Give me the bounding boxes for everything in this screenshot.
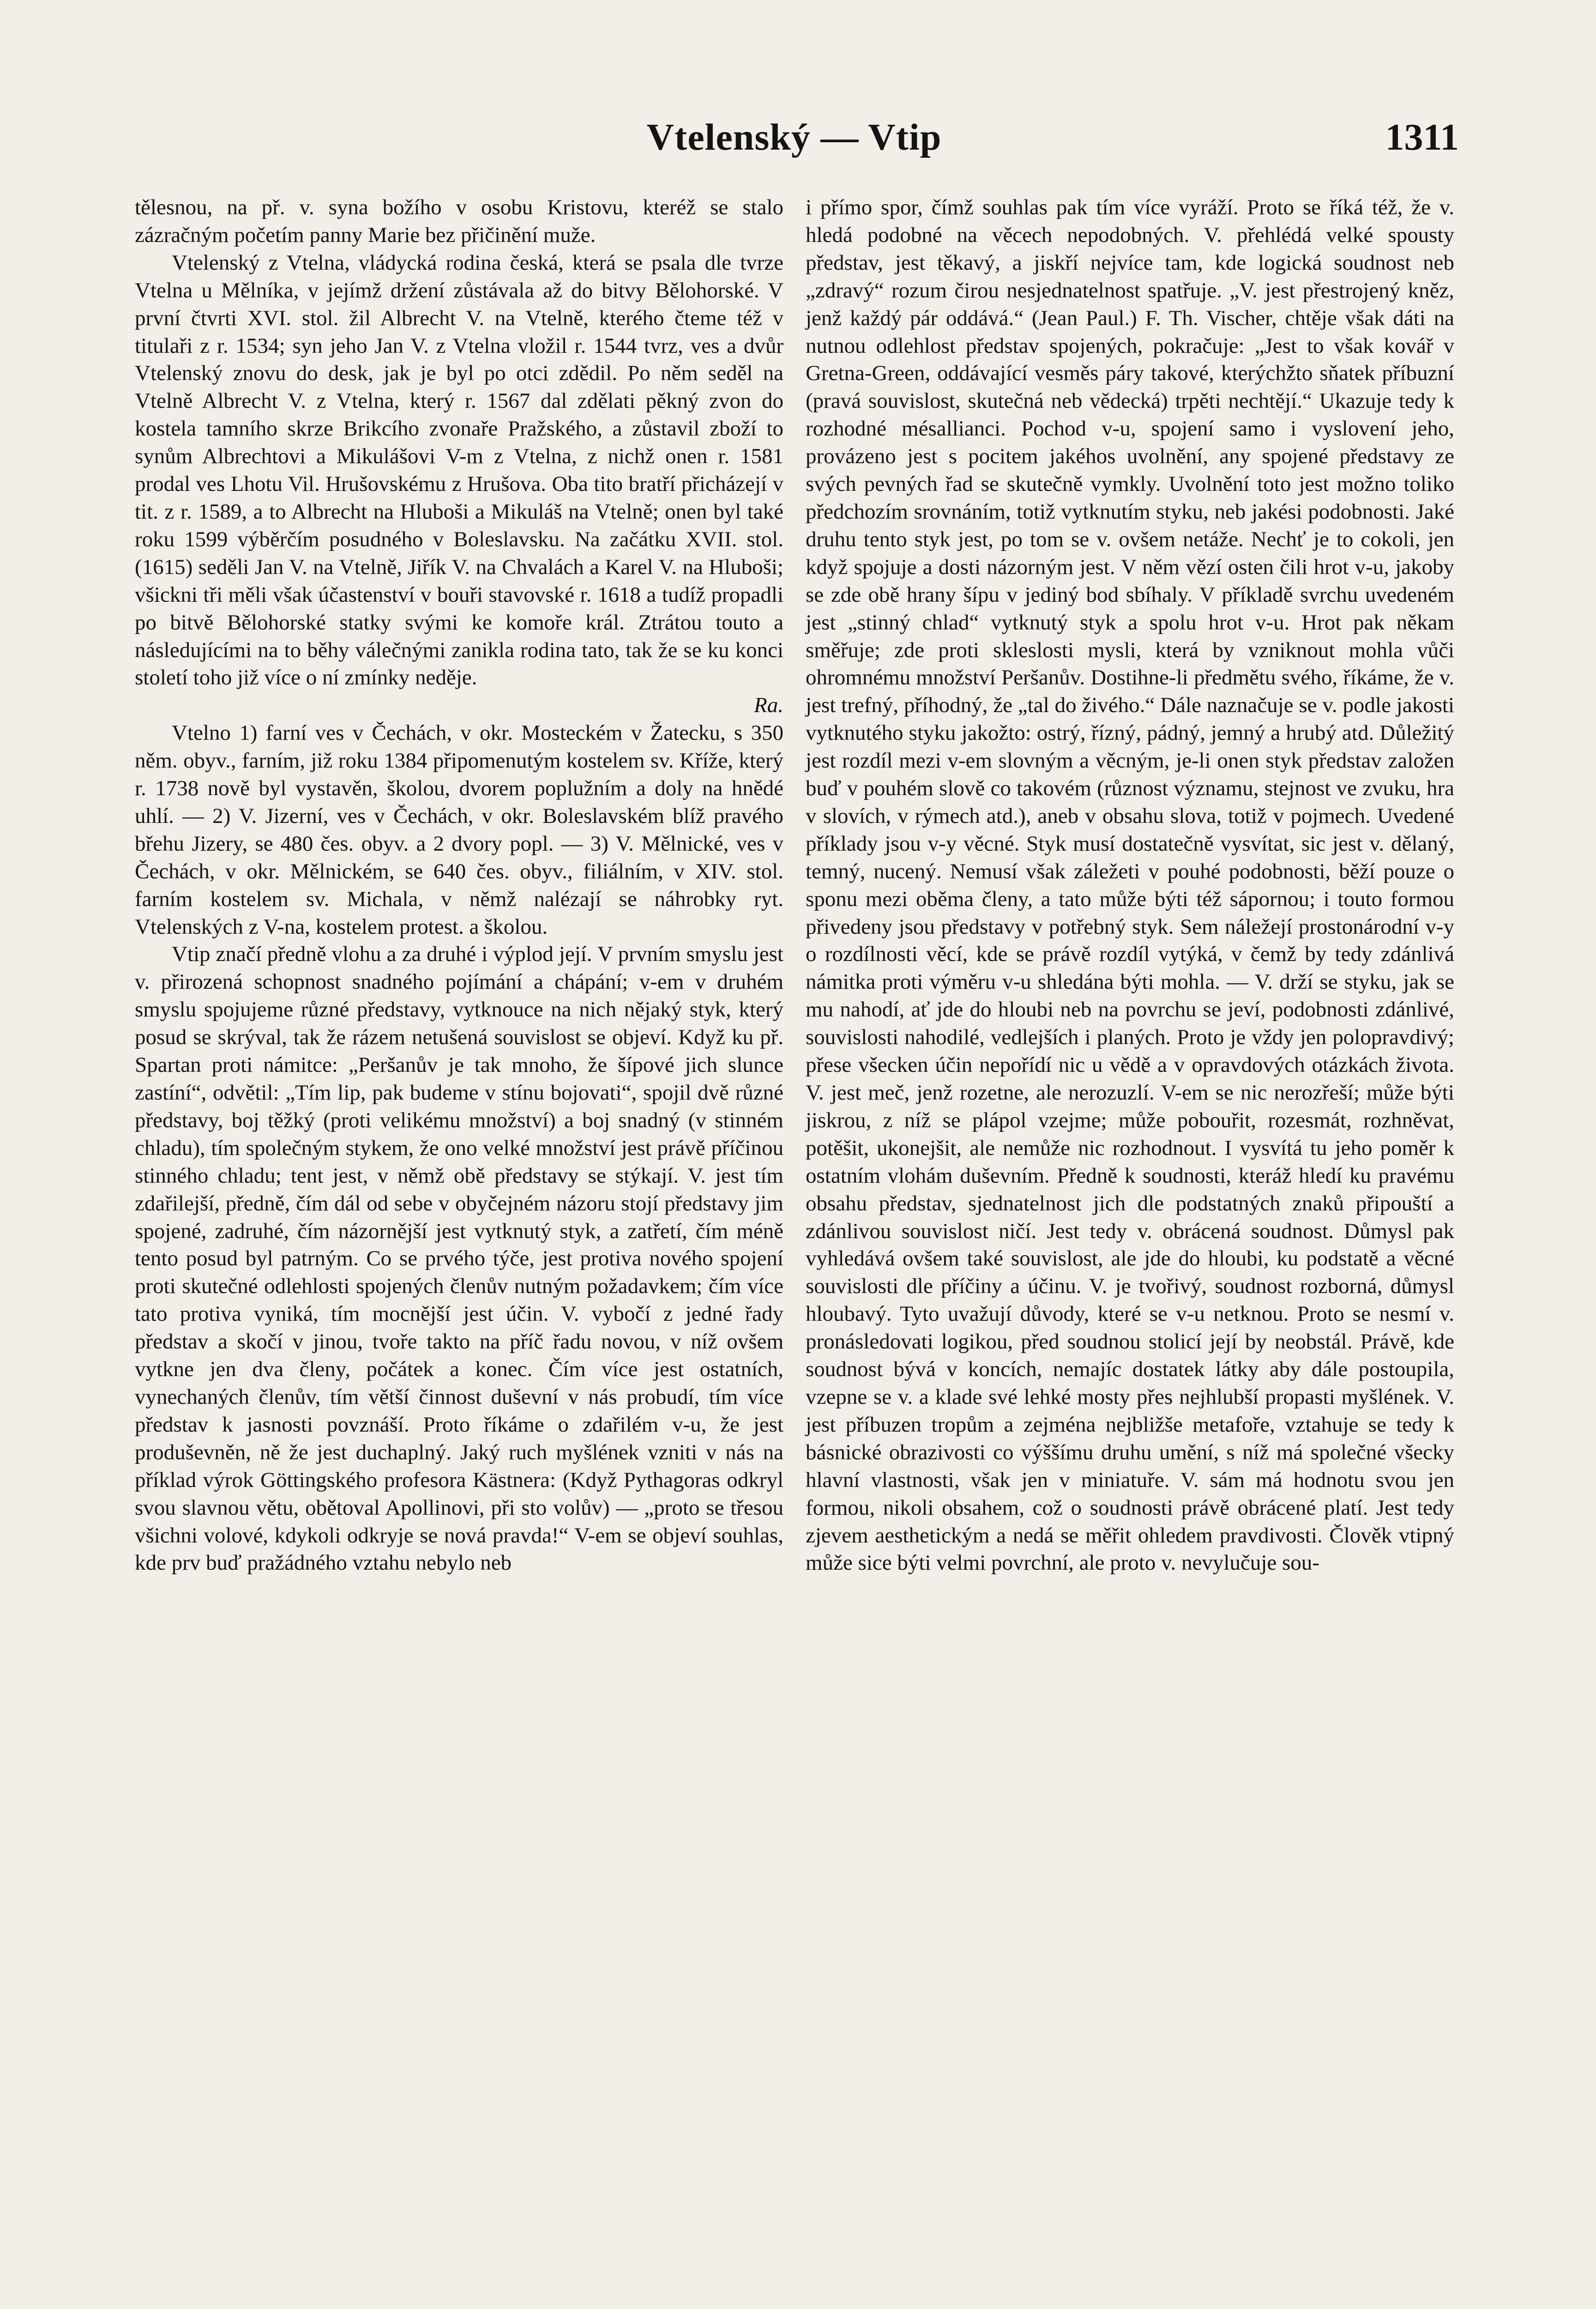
left-column	[135, 194, 783, 1577]
right-column	[806, 194, 1454, 1577]
running-head: Vtelenský — Vtip	[646, 116, 942, 158]
entry-vtelensky: Vtelenský z Vtelna, vládycká rodina česká, která se psala dle tvrze Vtelna u Mělníka, v jejímž držení zůstávala až do bitvy Bělohorské. V první čtvrti XVI. stol. žil Albrecht V. na Vtelně, kterého čteme též v titulaři z r. 1534; syn jeho Jan V. z Vtelna vložil r. 1544 tvrz, ves a dvůr Vtelenský znovu do desk, jak je byl po otci zdědil. Po něm seděl na Vtelně Albrecht V. z Vtelna, který r. 1567 dal zdělati pěkný zvon do kostela tamního skrze Brikcího zvonaře Pražského, a zůstavil zboží to synům Albrechtovi a Mikulášovi V-m z Vtelna, z nichž onen r. 1581 prodal ves Lhotu Vil. Hrušovskému z Hrušova. Oba tito bratří přicházejí v tit. z r. 1589, a to Albrecht na Hluboši a Mikuláš na Vtelně; onen byl také roku 1599 výběrčím posudného v Boleslavsku. Na začátku XVII. stol. (1615) seděli Jan V. na Vtelně, Jiřík V. na Chvalách a Karel V. na Hluboši; všickni tři měli však účastenství v bouři stavovské r. 1618 a tudíž propadli po bitvě Bělohorské statky svými ke komoře král. Ztrátou touto a následujícími na to běhy válečnými zanikla rodina tato, tak že se ku konci století toho již více o ní zmínky neděje.	[135, 250, 783, 690]
page-number: 1311	[1385, 116, 1459, 158]
entry-vtelno: Vtelno 1) farní ves v Čechách, v okr. Mosteckém v Žatecku, s 350 něm. obyv., farním, již roku 1384 připomenutým kostelem sv. Kříže, který r. 1738 nově byl vystavěn, školou, dvorem poplužním a doly na hnědé uhlí. — 2) V. Jizerní, ves v Čechách, v okr. Boleslavském blíž pravého břehu Jizery, se 480 čes. obyv. a 2 dvory popl. — 3) V. Mělnické, ves v Čechách, v okr. Mělnickém, se 640 čes. obyv., filiálním, v XIV. stol. farním kostelem sv. Michala, v němž nalézají se náhrobky ryt. Vtelenských z V-na, kostelem protest. a školou.	[135, 721, 783, 939]
page-header	[129, 115, 1459, 171]
paragraph: tělesnou, na př. v. syna božího v osobu Kristovu, kteréž se stalo zázračným početím panny Marie bez přičinění muže.	[135, 195, 783, 247]
author-signature: Ra.	[754, 693, 783, 718]
paragraph: i přímo spor, čímž souhlas pak tím více vyráží. Proto se říká též, že v. hledá podobné na věcech nepodobných. V. přehlédá velké spousty představ, jest těkavý, a jiskří nejvíce tam, kde logická soudnost neb „zdravý“ rozum čirou nesjednatelnost spatřuje. „V. jest přestrojený kněz, jenž každý pár oddává.“ (Jean Paul.) F. Th. Vischer, chtěje však dáti na nutnou odlehlost představ spojených, pokračuje: „Jest to však kovář v Gretna-Green, oddávající vesměs páry takové, kterýchžto sňatek příbuzní (pravá souvislost, skutečná neb vědecká) trpěti nechtějí.“ Ukazuje tedy k rozhodné mésallianci. Pochod v-u, spojení samo i vyslovení jeho, provázeno jest s pocitem jakéhos uvolnění, any spojené představy ze svých pevných řad se skutečně vymkly. Uvolnění toto jest možno toliko předchozím srovnáním, totiž vytknutím styku, neb jakési podobnosti. Jaké druhu tento styk jest, po tom se v. ovšem netáže. Nechť je to cokoli, jen když spojuje a dosti názorným jest. V něm vězí osten čili hrot v-u, jakoby se zde obě hrany šípu v jediný bod sbíhaly. V příkladě svrchu uvedeném jest „stinný chlad“ vytknutý styk a spolu hrot v-u. Hrot pak někam směřuje; zde proti skleslosti mysli, která by vzniknout mohla vůči ohromnému množství Peršanův. Dostihne-li předmětu svého, říkáme, že v. jest trefný, příhodný, že „tal do živého.“ Dále naznačuje se v. podle jakosti vytknutého styku jakožto: ostrý, řízný, pádný, jemný a hrubý atd. Důležitý jest rozdíl mezi v-em slovným a věcným, je-li onen styk představ založen buď v pouhém slově co takovém (různost významu, stejnost ve zvuku, hra v slovích, v rýmech atd.), aneb v obsahu slova, totiž v pojmech. Uvedené příklady jsou v-y věcné. Styk musí dostatečně vysvítat, sic jest v. dělaný, temný, nucený. Nemusí však záležeti v pouhé podobnosti, běží pouze o sponu mezi oběma členy, a tato může býti též sápornou; i touto formou přivedeny jsou představy v potřebný styk. Sem náležejí prostonárodní v-y o rozdílnosti věcí, kde se právě rozdíl vytýká, v čemž by tedy zdánlivá námitka proti výměru v-u shledána býti mohla. — V. drží se styku, jak se mu nahodí, ať jde do hloubi neb na povrchu se jeví, podobnosti zdánlivé, souvislosti nahodilé, vedlejších i planých. Proto je vždy jen polopravdivý; přese všecken účin nepořídí nic u vědě a v opravdových otázkách života. V. jest meč, jenž rozetne, ale nerozuzlí. V-em se nic nerozřeší; může býti jiskrou, z níž se plápol vzejme; může pobouřit, rozesmát, rozhněvat, potěšit, ukonejšit, ale nemůže nic rozhodnout. I vysvítá tu jeho poměr k ostatním vlohám duševním. Předně k soudnosti, kteráž hledí ku pravému obsahu představ, sjednatelnost jich dle podstatných znaků připouští a zdánlivou souvislost ničí. Jest tedy v. obrácená soudnost. Důmysl pak vyhledává ovšem také souvislost, ale jde do hloubi, ku podstatě a věcné souvislosti dle příčiny a účinu. V. je tvořivý, soudnost rozborná, důmysl hloubavý. Tyto uvažují důvody, které se v-u netknou. Proto se nesmí v. pronásledovati logikou, před soudnou stolicí její by neobstál. Právě, kde soudnost bývá v koncích, nemajíc dostatek látky aby dále postoupila, vzepne se v. a klade své lehké mosty přes nejhlubší propasti myšlének. V. jest příbuzen tropům a zejména nejbližše metafoře, vztahuje se tedy k básnické obrazivosti co výššímu druhu umění, s níž má společné všecky hlavní vlastnosti, však jen v miniatuře. V. sám má hodnotu svou jen formou, nikoli obsahem, což o soudnosti právě obrácené platí. Jest tedy zjevem aesthetickým a nedá se měřit ohledem pravdivosti. Člověk vtipný může sice býti velmi povrchní, ale proto v. nevylučuje sou-	[806, 195, 1454, 1575]
entry-vtip: Vtip značí předně vlohu a za druhé i výplod její. V prvním smyslu jest v. přirozená schopnost snadného pojímání a chápání; v-em v druhém smyslu spojujeme různé představy, vytknouce na nich nějaký styk, který posud se skrýval, tak že rázem netušená souvislost se objeví. Když ku př. Spartan proti námitce: „Peršanův je tak mnoho, že šípové jich slunce zastíní“, odvětil: „Tím lip, pak budeme v stínu bojovati“, spojil dvě různé představy, boj těžký (proti velikému množství) a boj snadný (v stinném chladu), tím společným stykem, že ono velké množství jest právě příčinou stinného chladu; tent jest, v němž obě představy se stýkají. V. jest tím zdařilejší, předně, čím dál od sebe v obyčejném názoru stojí představy jim spojené, zadruhé, čím názornější jest vytknutý styk, a zatřetí, čím méně tento posud byl patrným. Co se prvého týče, jest protiva nového spojení proti skutečné odlehlosti spojených členův nutným požadavkem; čím více tato protiva vyniká, tím mocnější jest účin. V. vybočí z jedné řady představ a skočí v jinou, tvoře takto na příč řadu novou, v níž ovšem vytkne jen dva členy, počátek a konec. Čím více jest ostatních, vynechaných členův, tím větší činnost duševní v nás probudí, tím více představ k jasnosti povznáší. Proto říkáme o zdařilém v-u, že jest produševněn, ně že jest duchaplný. Jaký ruch myšlének vzniti v nás na příklad výrok Göttingského profesora Kästnera: (Když Pythagoras odkryl svou slavnou větu, obětoval Apollinovi, při sto volův) — „proto se třesou všichni volové, kdykoli odkryje se nová pravda!“ V-em se objeví souhlas, kde prv buď pražádného vztahu nebylo neb	[135, 942, 783, 1575]
